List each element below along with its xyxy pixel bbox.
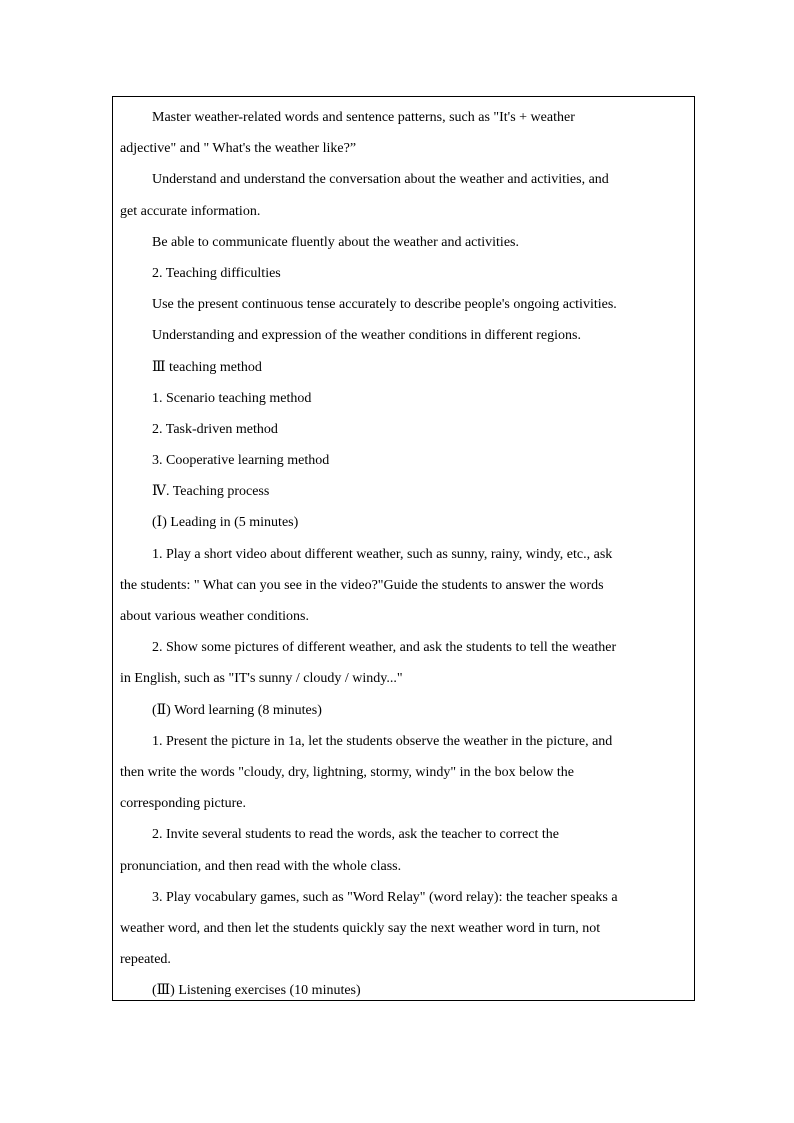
document-line: 2. Invite several students to read the words, ask the teacher to correct the: [152, 827, 560, 843]
document-line: repeated.: [120, 952, 171, 968]
document-line: the students: " What can you see in the video?"Guide the students to answer the words: [120, 577, 604, 593]
document-line: then write the words "cloudy, dry, lightning, stormy, windy" in the box below the: [120, 764, 574, 780]
document-text-frame: [112, 96, 695, 1001]
document-line: Ⅲ teaching method: [152, 359, 262, 375]
document-line: 2. Show some pictures of different weather, and ask the students to tell the weather: [152, 640, 617, 656]
document-line: about various weather conditions.: [120, 609, 309, 624]
document-line: (Ⅱ) Word learning (8 minutes): [152, 702, 322, 718]
document-line: get accurate information.: [120, 203, 261, 219]
document-line: Use the present continuous tense accurately to describe people's ongoing activities.: [152, 297, 617, 313]
document-line: corresponding picture.: [120, 796, 246, 812]
document-line: weather word, and then let the students quickly say the next weather word in turn, not: [120, 920, 601, 936]
document-line: Master weather-related words and sentence patterns, such as "It's + weather: [152, 110, 575, 125]
document-line: 3. Play vocabulary games, such as "Word Relay" (word relay): the teacher speaks a: [152, 889, 618, 905]
document-line: 2. Task-driven method: [152, 421, 278, 437]
document-line: 1. Present the picture in 1a, let the students observe the weather in the picture, and: [152, 733, 613, 749]
document-line: in English, such as "IT's sunny / cloudy / windy...": [120, 671, 403, 687]
document-line: Understanding and expression of the weather conditions in different regions.: [152, 328, 581, 344]
document-line: 2. Teaching difficulties: [152, 265, 281, 281]
document-line: (Ⅲ) Listening exercises (10 minutes): [152, 983, 361, 999]
document-line: Be able to communicate fluently about the weather and activities.: [152, 234, 519, 250]
document-line: 3. Cooperative learning method: [152, 453, 330, 469]
document-line: (Ⅰ) Leading in (5 minutes): [152, 515, 299, 531]
document-line: pronunciation, and then read with the whole class.: [120, 858, 402, 874]
document-body: [120, 102, 686, 1006]
document-line: 1. Play a short video about different weather, such as sunny, rainy, windy, etc., ask: [152, 546, 613, 562]
document-line: adjective" and " What's the weather like?”: [120, 141, 357, 157]
document-line: Understand and understand the conversation about the weather and activities, and: [152, 172, 609, 188]
document-line: 1. Scenario teaching method: [152, 390, 312, 406]
document-line: Ⅳ. Teaching process: [152, 484, 270, 500]
